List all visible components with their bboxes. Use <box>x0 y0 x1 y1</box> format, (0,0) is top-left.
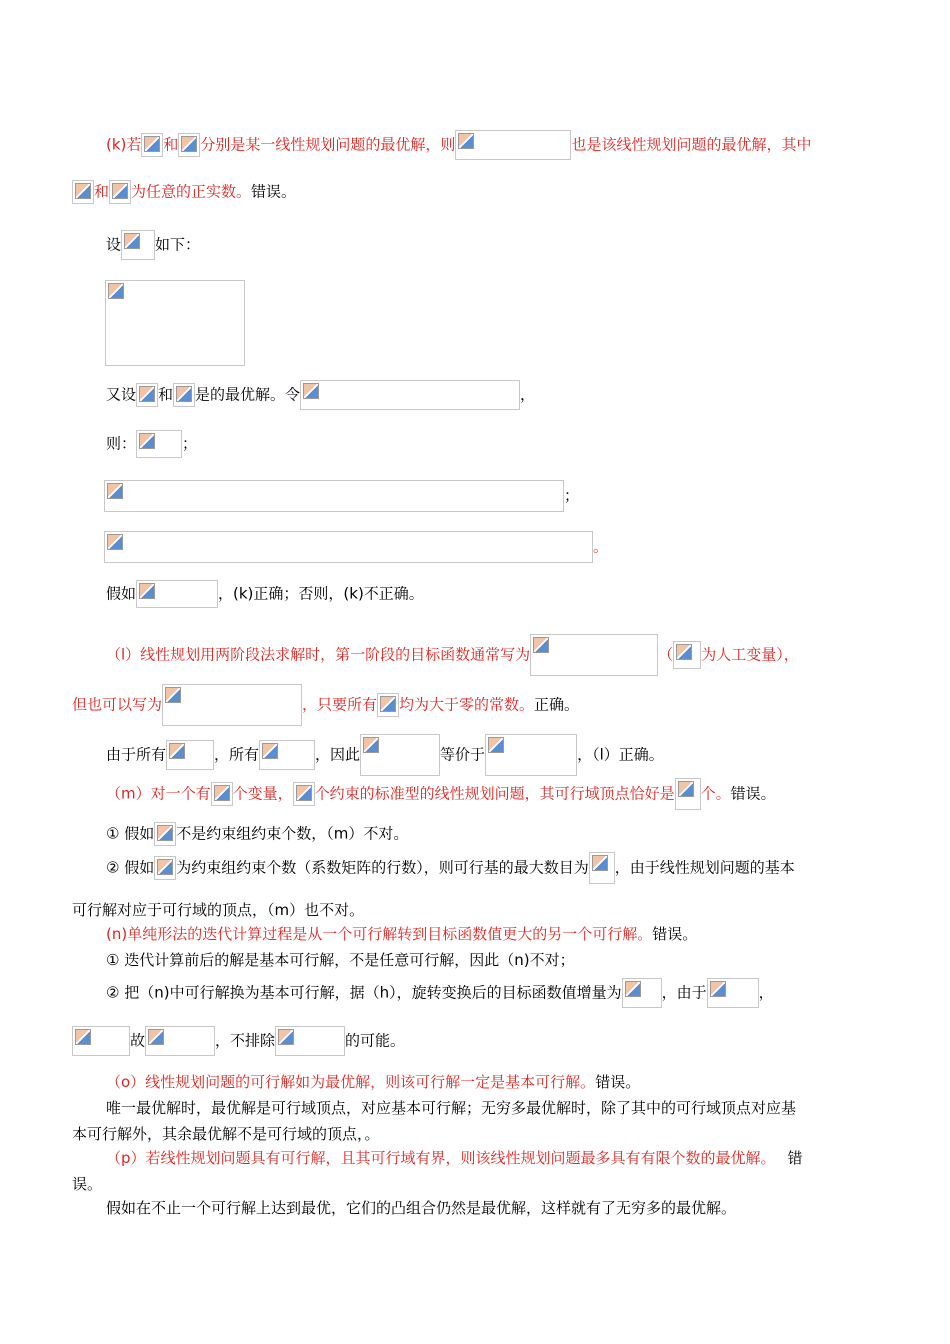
broken-image-icon <box>109 180 131 204</box>
broken-image-icon <box>707 978 759 1008</box>
k-solution-2: 又设 和 是的最优解。令 ， <box>106 380 535 410</box>
l-line-1: （l）线性规划用两阶段法求解时，第一阶段的目标函数通常写为 （ 为人工变量）， <box>106 634 799 676</box>
broken-image-icon <box>622 978 662 1008</box>
m-case-2-cont: 可行解对应于可行域的顶点，（m）也不对。 <box>72 901 365 919</box>
broken-image-icon <box>72 180 94 204</box>
p-line-1: （p）若线性规划问题具有可行解，且其可行域有界，则该线性规划问题最多具有有限个数的最优解。 错 <box>106 1149 803 1167</box>
m-case-2: ② 假如 为约束组约束个数（系数矩阵的行数），则可行基的最大数目为 ，由于线性规划问题的基本 <box>106 852 795 884</box>
broken-image-icon <box>360 734 440 776</box>
n-case-3: 故 ，不排除 的可能。 <box>72 1026 405 1056</box>
o-text-2: 本可行解外，其余最优解不是可行域的顶点，。 <box>72 1125 380 1143</box>
broken-image-icon <box>154 856 176 880</box>
l-line-2: 但也可以写为 ，只要所有 均为大于零的常数。正确。 <box>72 684 579 726</box>
broken-image-icon <box>104 531 593 563</box>
broken-image-icon <box>136 383 158 407</box>
broken-image-icon <box>104 480 564 512</box>
k-solution-1: 设 如下： <box>106 230 200 260</box>
broken-image-icon <box>166 740 214 770</box>
broken-image-icon <box>136 430 182 458</box>
n-line-1: (n)单纯形法的迭代计算过程是从一个可行解转到目标函数值更大的另一个可行解。错误。 <box>106 925 698 943</box>
broken-image-icon <box>211 782 233 806</box>
o-line-1: （o）线性规划问题的可行解如为最优解，则该可行解一定是基本可行解。错误。 <box>106 1073 641 1091</box>
broken-image-icon <box>275 1026 345 1056</box>
broken-image-icon <box>589 852 615 884</box>
broken-image-icon <box>173 383 195 407</box>
m-case-1: ① 假如 不是约束组约束个数，（m）不对。 <box>106 822 408 846</box>
k-line-2: 和 为任意的正实数。错误。 <box>72 180 296 204</box>
broken-image-icon <box>530 634 658 676</box>
broken-image-icon <box>145 1026 215 1056</box>
k-solution-3: 则： ； <box>106 430 197 458</box>
p-text-1: 假如在不止一个可行解上达到最优，它们的凸组合仍然是最优解，这样就有了无穷多的最优解。 <box>106 1199 737 1217</box>
broken-image-icon <box>485 734 577 776</box>
o-text-1: 唯一最优解时，最优解是可行域顶点，对应基本可行解；无穷多最优解时，除了其中的可行域顶点对应基 <box>106 1099 797 1117</box>
broken-image-icon <box>141 133 163 157</box>
broken-image-icon <box>121 230 155 260</box>
broken-image-icon <box>300 380 520 410</box>
broken-image-icon <box>377 693 399 717</box>
m-line-1: （m）对一个有 个变量， 个约束的标准型的线性规划问题，其可行域顶点恰好是 个。错误。 <box>106 778 776 810</box>
broken-image-icon <box>675 778 701 810</box>
broken-image-icon <box>673 641 701 669</box>
broken-image-icon <box>259 740 315 770</box>
broken-image-icon <box>293 782 315 806</box>
broken-image-icon <box>72 1026 130 1056</box>
broken-image-icon <box>136 580 218 608</box>
k-formula-block <box>105 280 245 366</box>
k-solution-4: ； <box>104 480 579 512</box>
k-solution-6: 假如 ，(k)正确；否则，(k)不正确。 <box>106 580 424 608</box>
p-line-2: 误。 <box>72 1175 103 1193</box>
k-line-1: (k)若 和 分别是某一线性规划问题的最优解，则 也是该线性规划问题的最优解，其中 <box>106 130 811 160</box>
n-case-2: ② 把（n)中可行解换为基本可行解，据（h），旋转变换后的目标函数值增量为 ，由于 ， <box>106 978 774 1008</box>
l-solution-1: 由于所有 ，所有 ，因此 等价于 ，（l）正确。 <box>106 734 664 776</box>
broken-image-icon <box>154 822 176 846</box>
broken-image-icon <box>178 133 200 157</box>
broken-image-icon <box>162 684 302 726</box>
n-case-1: ① 迭代计算前后的解是基本可行解，不是任意可行解，因此（n)不对； <box>106 951 575 969</box>
k-solution-5: 。 <box>104 531 608 563</box>
broken-image-icon <box>455 130 571 160</box>
